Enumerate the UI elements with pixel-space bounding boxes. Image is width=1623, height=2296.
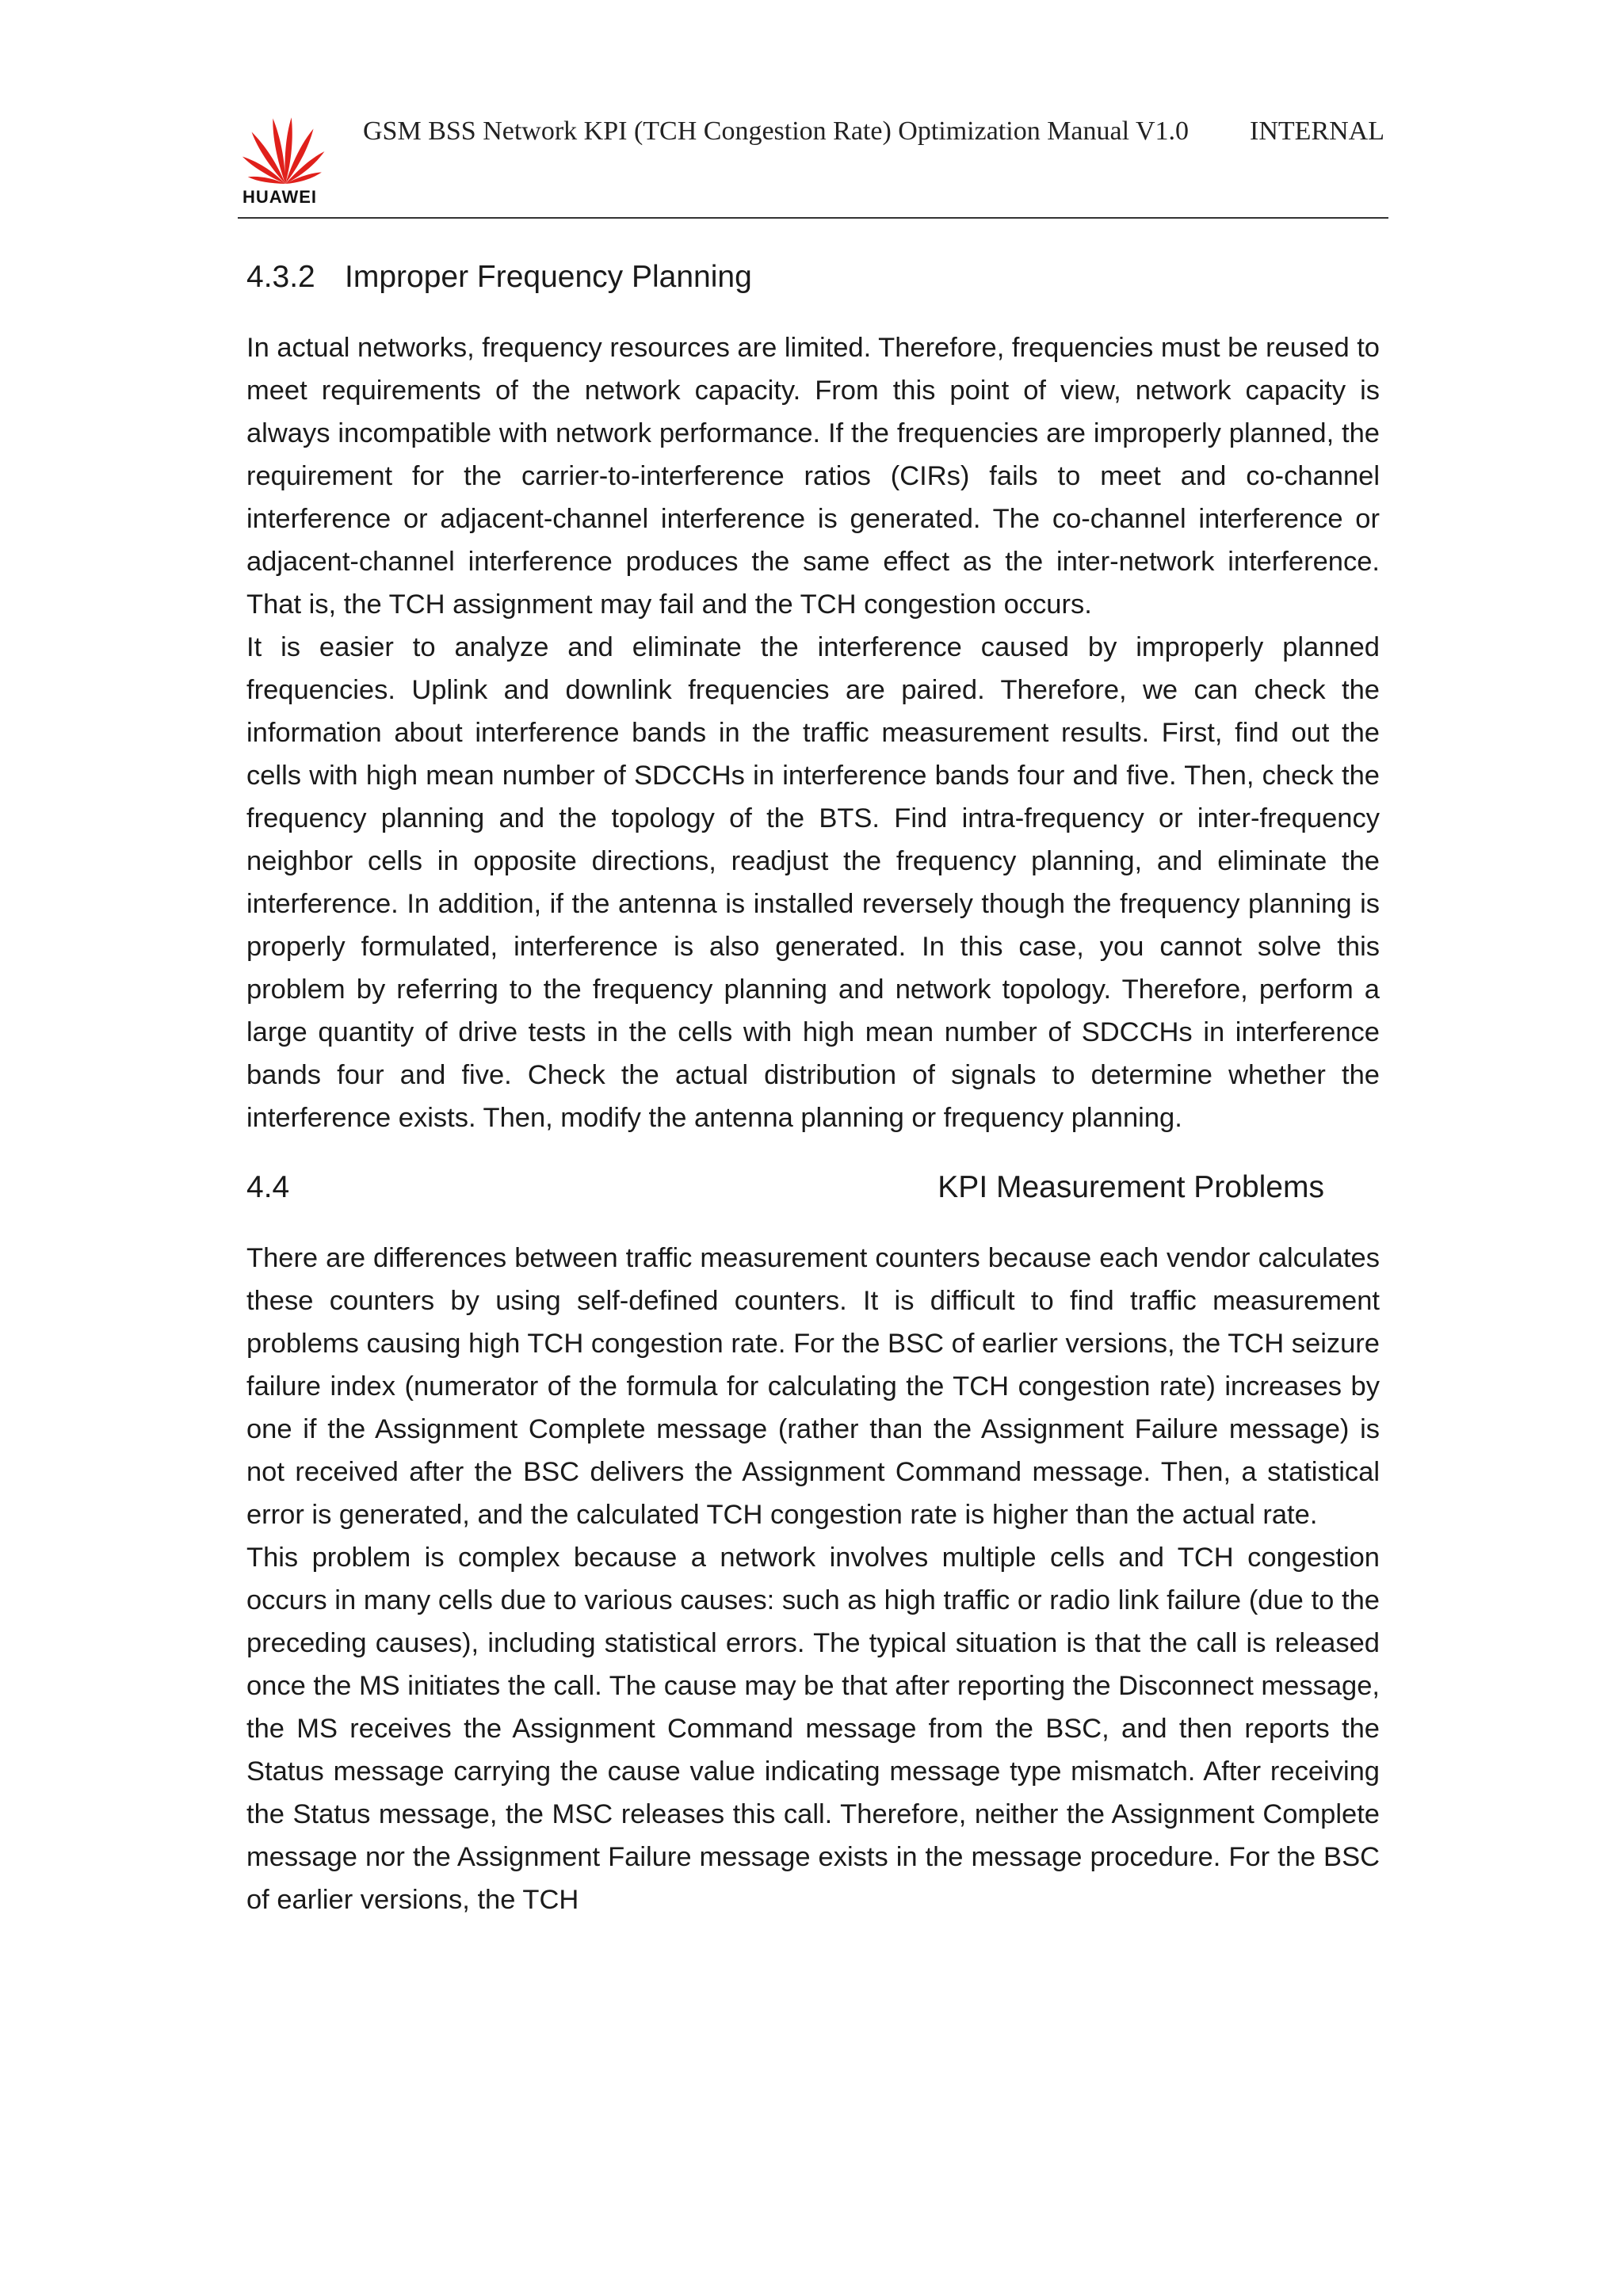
section-heading-4-3-2 [246, 254, 1380, 301]
paragraph: This problem is complex because a network involves multiple cells and TCH congestion occurs in many cells due to various causes: such as high traffic or radio link failure (due to the preceding causes), including statistical errors. The typical situation is that the call is released once the MS initiates the call. The cause may be that after reporting the Disconnect message, the MS receives the Assignment Command message from the BSC, and then reports the Status message carrying the cause value indicating message type mismatch. After receiving the Status message, the MSC releases this call. Therefore, neither the Assignment Complete message nor the Assignment Failure message exists in the message procedure. For the BSC of earlier versions, the TCH [246, 1543, 1380, 1915]
paragraph: It is easier to analyze and eliminate the interference caused by improperly planned frequencies. Uplink and downlink frequencies are paired. Therefore, we can check the information about interference bands in the traffic measurement results. First, find out the cells with high mean number of SDCCHs in interference bands four and five. Then, check the frequency planning and the topology of the BTS. Find intra-frequency or inter-frequency neighbor cells in opposite directions, readjust the frequency planning, and eliminate the interference. In addition, if the antenna is installed reversely though the frequency planning is properly formulated, interference is also generated. In this case, you cannot solve this problem by referring to the frequency planning and network topology. Therefore, perform a large quantity of drive tests in the cells with high mean number of SDCCHs in interference bands four and five. Check the actual distribution of signals to determine whether the interference exists. Then, modify the antenna planning or frequency planning. [246, 632, 1380, 1133]
huawei-logo [238, 111, 349, 212]
paragraph: In actual networks, frequency resources are limited. Therefore, frequencies must be reused to meet requirements of the network capacity. From this point of view, network capacity is always incompatible with network performance. If the frequencies are improperly planned, the requirement for the carrier-to-interference ratios (CIRs) fails to meet and co-channel interference or adjacent-channel interference is generated. The co-channel interference or adjacent-channel interference produces the same effect as the inter-network interference. That is, the TCH assignment may fail and the TCH congestion occurs. [246, 333, 1380, 620]
huawei-flower-icon [238, 111, 333, 187]
document-body [246, 254, 1380, 1921]
section-heading-4-4 [246, 1164, 1324, 1211]
paragraph: There are differences between traffic measurement counters because each vendor calculates these counters by using self-defined counters. It is difficult to find traffic measurement problems causing high TCH congestion rate. For the BSC of earlier versions, the TCH seizure failure index (numerator of the formula for calculating the TCH congestion rate) increases by one if the Assignment Complete message (rather than the Assignment Failure message) is not received after the BSC delivers the Assignment Command message. Then, a statistical error is generated, and the calculated TCH congestion rate is higher than the actual rate. [246, 1243, 1380, 1530]
classification-label: INTERNAL [1250, 116, 1384, 146]
section-number: 4.4 [246, 1170, 290, 1204]
document-title: GSM BSS Network KPI (TCH Congestion Rate) Optimization Manual V1.0 [363, 116, 1189, 146]
header-divider [238, 217, 1388, 219]
logo-wordmark: HUAWEI [242, 187, 317, 207]
section-title: Improper Frequency Planning [345, 260, 752, 294]
page-header [238, 111, 1388, 222]
section-title: KPI Measurement Problems [938, 1170, 1324, 1204]
section-number: 4.3.2 [246, 260, 315, 294]
